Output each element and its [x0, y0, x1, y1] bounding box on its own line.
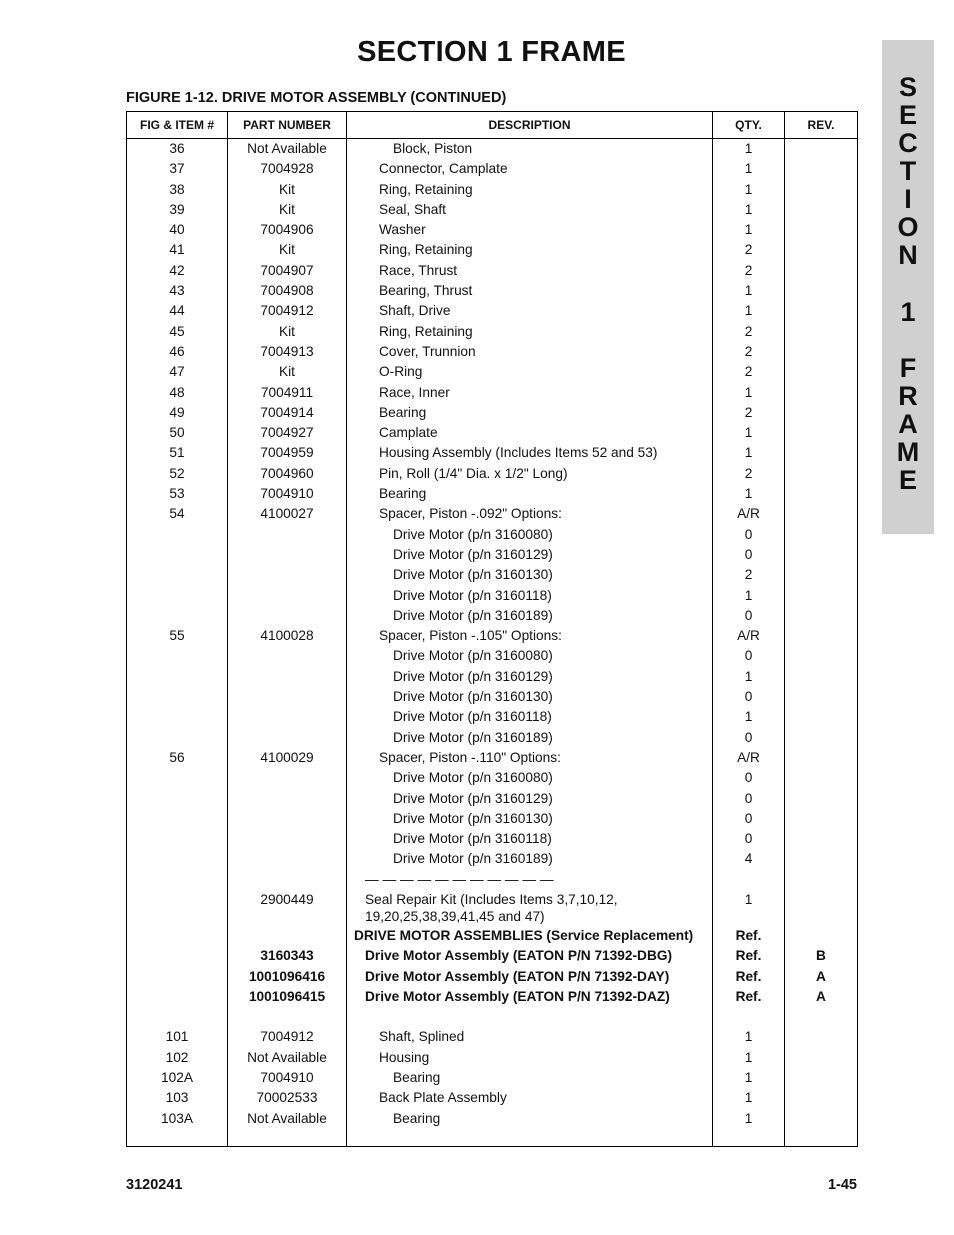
table-row: [127, 545, 857, 565]
table-body: [127, 139, 857, 1129]
cell-description: Race, Inner: [379, 384, 450, 400]
cell-description: O-Ring: [379, 364, 423, 380]
sidebar-letter: I: [904, 184, 912, 214]
cell-fig-item: 103A: [161, 1110, 193, 1126]
cell-description: Drive Motor (p/n 3160189): [393, 607, 553, 623]
cell-part-number: 4100029: [260, 749, 314, 765]
sidebar-letter: R: [898, 381, 918, 411]
cell-qty: 1: [744, 1049, 753, 1065]
table-row: [127, 687, 857, 707]
cell-qty: 1: [744, 181, 753, 197]
cell-part-number: 1001096416: [248, 968, 326, 984]
cell-qty: 2: [744, 567, 753, 583]
cell-qty: 1: [744, 587, 753, 603]
cell-part-number: Kit: [279, 242, 295, 258]
cell-part-number: Kit: [279, 181, 295, 197]
cell-description: Drive Motor (p/n 3160080): [393, 526, 553, 542]
cell-part-number: 4100027: [260, 506, 314, 522]
cell-part-number: Not Available: [247, 1110, 327, 1126]
table-row: [127, 849, 857, 869]
cell-fig-item: 43: [169, 283, 185, 299]
table-row: [127, 443, 857, 463]
cell-fig-item: 44: [169, 303, 185, 319]
table-row: [127, 342, 857, 362]
cell-fig-item: 55: [169, 628, 185, 644]
cell-description: Bearing: [393, 1070, 441, 1086]
cell-qty: 0: [744, 810, 753, 826]
header-qty: QTY.: [735, 118, 762, 132]
cell-description: Camplate: [379, 425, 438, 441]
cell-part-number: 7004906: [260, 222, 314, 238]
cell-description: Cover, Trunnion: [379, 343, 476, 359]
cell-qty: 0: [744, 526, 753, 542]
table-row: [127, 261, 857, 281]
cell-part-number: 1001096415: [248, 988, 326, 1004]
cell-part-number: Kit: [279, 323, 295, 339]
table-row: [127, 464, 857, 484]
cell-fig-item: 102: [165, 1049, 189, 1065]
cell-qty: 1: [744, 1070, 753, 1086]
cell-qty: 2: [744, 343, 753, 359]
cell-description: Drive Motor Assembly (EATON P/N 71392-DAY): [365, 968, 670, 984]
cell-description: Drive Motor (p/n 3160129): [393, 790, 553, 806]
cell-part-number: 7004912: [260, 1029, 314, 1045]
cell-part-number: 7004908: [260, 283, 314, 299]
header-fig-item: FIG & ITEM #: [139, 118, 214, 132]
cell-part-number: 70002533: [256, 1090, 318, 1106]
cell-qty: Ref.: [735, 927, 762, 943]
table-row: [127, 829, 857, 849]
cell-fig-item: 45: [169, 323, 185, 339]
cell-qty: 0: [744, 689, 753, 705]
cell-description: Bearing: [393, 1110, 441, 1126]
table-row: [127, 281, 857, 301]
cell-part-number: Kit: [279, 364, 295, 380]
table-row: [127, 362, 857, 382]
cell-description: Shaft, Drive: [379, 303, 451, 319]
document-number: 3120241: [126, 1177, 183, 1193]
header-description: DESCRIPTION: [488, 118, 571, 132]
cell-qty: 1: [744, 445, 753, 461]
sidebar-letter: E: [898, 465, 917, 495]
table-row: [127, 926, 857, 946]
cell-description: Drive Motor (p/n 3160118): [393, 709, 552, 725]
cell-description: Shaft, Splined: [379, 1029, 465, 1045]
cell-part-number: 7004911: [260, 384, 314, 400]
cell-fig-item: 52: [169, 465, 185, 481]
cell-rev: B: [816, 948, 826, 964]
cell-qty: 1: [744, 486, 753, 502]
cell-fig-item: 50: [169, 425, 185, 441]
cell-part-number: 7004907: [260, 262, 314, 278]
cell-part-number: 7004927: [260, 425, 314, 441]
cell-qty: 0: [744, 607, 753, 623]
cell-qty: 1: [744, 222, 753, 238]
sidebar-letter: T: [899, 156, 917, 186]
cell-part-number: 7004910: [260, 486, 314, 502]
table-row: [127, 565, 857, 585]
table-row: [127, 240, 857, 260]
sidebar-letter: F: [899, 353, 917, 383]
cell-part-number: Not Available: [247, 1049, 327, 1065]
cell-fig-item: 41: [169, 242, 185, 258]
cell-qty: 1: [744, 709, 753, 725]
cell-part-number: 4100028: [260, 628, 314, 644]
cell-qty: Ref.: [735, 948, 762, 964]
cell-description: Housing Assembly (Includes Items 52 and 53): [379, 445, 658, 461]
section-sidebar-tab: [882, 40, 934, 534]
cell-qty: 2: [744, 465, 753, 481]
cell-description: Spacer, Piston -.110" Options:: [379, 749, 561, 765]
section-title: SECTION 1 FRAME: [357, 36, 626, 68]
cell-qty: Ref.: [735, 988, 762, 1004]
table-row: [127, 1068, 857, 1088]
table-row: [127, 967, 857, 987]
cell-fig-item: 102A: [161, 1070, 193, 1086]
cell-description: Drive Motor (p/n 3160129): [393, 668, 553, 684]
sidebar-letter: S: [898, 72, 917, 102]
cell-fig-item: 37: [169, 161, 185, 177]
cell-qty: A/R: [737, 506, 760, 522]
cell-qty: 4: [744, 851, 753, 867]
cell-description: Ring, Retaining: [379, 242, 473, 258]
table-row: [127, 383, 857, 403]
cell-description: Race, Thrust: [379, 262, 458, 278]
cell-description: DRIVE MOTOR ASSEMBLIES (Service Replacement): [354, 927, 694, 943]
table-row: [127, 646, 857, 666]
cell-description: Bearing: [379, 486, 427, 502]
cell-description: Drive Motor (p/n 3160118): [393, 587, 552, 603]
cell-fig-item: 101: [165, 1029, 189, 1045]
cell-qty: 0: [744, 546, 753, 562]
table-row: [127, 220, 857, 240]
cell-fig-item: 46: [169, 343, 185, 359]
cell-qty: 2: [744, 323, 753, 339]
cell-fig-item: 40: [169, 222, 185, 238]
sidebar-letter: A: [898, 409, 918, 439]
table-row: [127, 139, 857, 159]
cell-qty: 1: [744, 425, 753, 441]
cell-qty: 1: [744, 1090, 753, 1106]
cell-description: Washer: [379, 222, 426, 238]
cell-description: Bearing, Thrust: [379, 283, 473, 299]
table-row: [127, 667, 857, 687]
cell-part-number: 7004960: [260, 465, 314, 481]
cell-qty: 1: [744, 1110, 753, 1126]
cell-qty: 1: [744, 384, 753, 400]
sidebar-letter: E: [898, 100, 917, 130]
table-row: [127, 789, 857, 809]
table-row: [127, 586, 857, 606]
cell-part-number: Not Available: [247, 141, 327, 156]
cell-fig-item: 39: [169, 201, 185, 217]
cell-fig-item: 54: [169, 506, 185, 522]
table-row: [127, 423, 857, 443]
cell-qty: 2: [744, 404, 753, 420]
cell-qty: 0: [744, 790, 753, 806]
cell-description: Drive Motor (p/n 3160118): [393, 831, 552, 847]
table-row: [127, 1109, 857, 1129]
cell-rev: A: [816, 988, 826, 1004]
table-row: [127, 180, 857, 200]
cell-description: Seal, Shaft: [379, 201, 446, 217]
cell-qty: 2: [744, 242, 753, 258]
cell-qty: 0: [744, 729, 753, 745]
cell-fig-item: 49: [169, 404, 185, 420]
cell-qty: 0: [744, 831, 753, 847]
cell-fig-item: 47: [169, 364, 185, 380]
cell-qty: 0: [744, 770, 753, 786]
page-number: 1-45: [827, 1177, 857, 1193]
table-row: [127, 403, 857, 423]
table-row: [127, 870, 857, 890]
table-row: [127, 159, 857, 179]
table-row: [127, 987, 857, 1007]
cell-description: Pin, Roll (1/4" Dia. x 1/2" Long): [379, 465, 568, 481]
cell-part-number: 2900449: [260, 891, 314, 907]
cell-part-number: 7004928: [260, 161, 314, 177]
table-row: [127, 504, 857, 524]
cell-part-number: 7004959: [260, 445, 314, 461]
cell-description: Connector, Camplate: [379, 161, 508, 177]
table-row: [127, 748, 857, 768]
cell-qty: 1: [744, 141, 753, 156]
cell-fig-item: 51: [169, 445, 185, 461]
cell-qty: 1: [744, 891, 753, 907]
cell-rev: A: [816, 968, 826, 984]
sidebar-letter: O: [897, 212, 919, 242]
cell-description: Bearing: [379, 404, 427, 420]
table-row: [127, 1048, 857, 1068]
table-row: [127, 946, 857, 966]
cell-description: Seal Repair Kit (Includes Items 3,7,10,12, 19,20,25,38,39,41,45 and 47): [365, 891, 618, 924]
cell-qty: 2: [744, 262, 753, 278]
cell-description: Back Plate Assembly: [379, 1090, 507, 1106]
cell-description: Drive Motor (p/n 3160130): [393, 810, 553, 826]
cell-qty: 1: [744, 201, 753, 217]
table-row: [127, 626, 857, 646]
cell-description: Drive Motor (p/n 3160189): [393, 729, 553, 745]
cell-qty: 0: [744, 648, 753, 664]
cell-qty: A/R: [737, 628, 760, 644]
table-row: [127, 484, 857, 504]
sidebar-letter: M: [896, 437, 920, 467]
table-row: [127, 200, 857, 220]
cell-fig-item: 38: [169, 181, 185, 197]
header-rev: REV.: [807, 118, 835, 132]
table-row: [127, 322, 857, 342]
cell-description: Spacer, Piston -.105" Options:: [379, 628, 562, 644]
table-row: [127, 1027, 857, 1047]
table-row: [127, 728, 857, 748]
cell-qty: 2: [744, 364, 753, 380]
cell-fig-item: 48: [169, 384, 185, 400]
sidebar-letter: N: [898, 240, 918, 270]
sidebar-letter: C: [898, 128, 918, 158]
cell-part-number: Kit: [279, 201, 295, 217]
table-row: [127, 768, 857, 788]
cell-qty: A/R: [737, 749, 760, 765]
cell-part-number: 3160343: [260, 948, 314, 964]
table-row: [127, 707, 857, 727]
cell-fig-item: 36: [169, 141, 185, 156]
cell-description: Ring, Retaining: [379, 323, 473, 339]
cell-qty: 1: [744, 161, 753, 177]
cell-qty: 1: [744, 303, 753, 319]
cell-description: Drive Motor (p/n 3160130): [393, 689, 553, 705]
cell-qty: 1: [744, 283, 753, 299]
table-row: [127, 890, 857, 926]
cell-description: Spacer, Piston -.092" Options:: [379, 506, 562, 522]
cell-description: — — — — — — — — — — —: [365, 871, 554, 887]
sidebar-letter: 1: [900, 297, 916, 327]
cell-description: Drive Motor Assembly (EATON P/N 71392-DAZ): [365, 988, 670, 1004]
table-row: [127, 525, 857, 545]
cell-description: Drive Motor (p/n 3160129): [393, 546, 553, 562]
cell-fig-item: 103: [165, 1090, 189, 1106]
cell-fig-item: 42: [169, 262, 185, 278]
cell-description: Ring, Retaining: [379, 181, 473, 197]
table-row: [127, 301, 857, 321]
cell-description: Block, Piston: [393, 141, 473, 156]
cell-fig-item: 53: [169, 486, 185, 502]
table-row: [127, 1088, 857, 1108]
figure-title: FIGURE 1-12. DRIVE MOTOR ASSEMBLY (CONTINUED): [126, 90, 507, 106]
cell-description: Drive Motor (p/n 3160130): [393, 567, 553, 583]
table-row: [127, 606, 857, 626]
cell-description: Housing: [379, 1049, 430, 1065]
cell-qty: 1: [744, 668, 753, 684]
cell-part-number: 7004914: [260, 404, 314, 420]
cell-part-number: 7004913: [260, 343, 314, 359]
cell-part-number: 7004910: [260, 1070, 314, 1086]
cell-description: Drive Motor Assembly (EATON P/N 71392-DBG): [365, 948, 673, 964]
cell-description: Drive Motor (p/n 3160189): [393, 851, 553, 867]
cell-description: Drive Motor (p/n 3160080): [393, 770, 553, 786]
header-part-number: PART NUMBER: [243, 118, 331, 132]
cell-part-number: 7004912: [260, 303, 314, 319]
cell-qty: 1: [744, 1029, 753, 1045]
table-row: [127, 809, 857, 829]
table-row: [127, 1007, 857, 1027]
cell-description: Drive Motor (p/n 3160080): [393, 648, 553, 664]
cell-qty: Ref.: [735, 968, 762, 984]
parts-table: [126, 111, 858, 1147]
cell-fig-item: 56: [169, 749, 185, 765]
